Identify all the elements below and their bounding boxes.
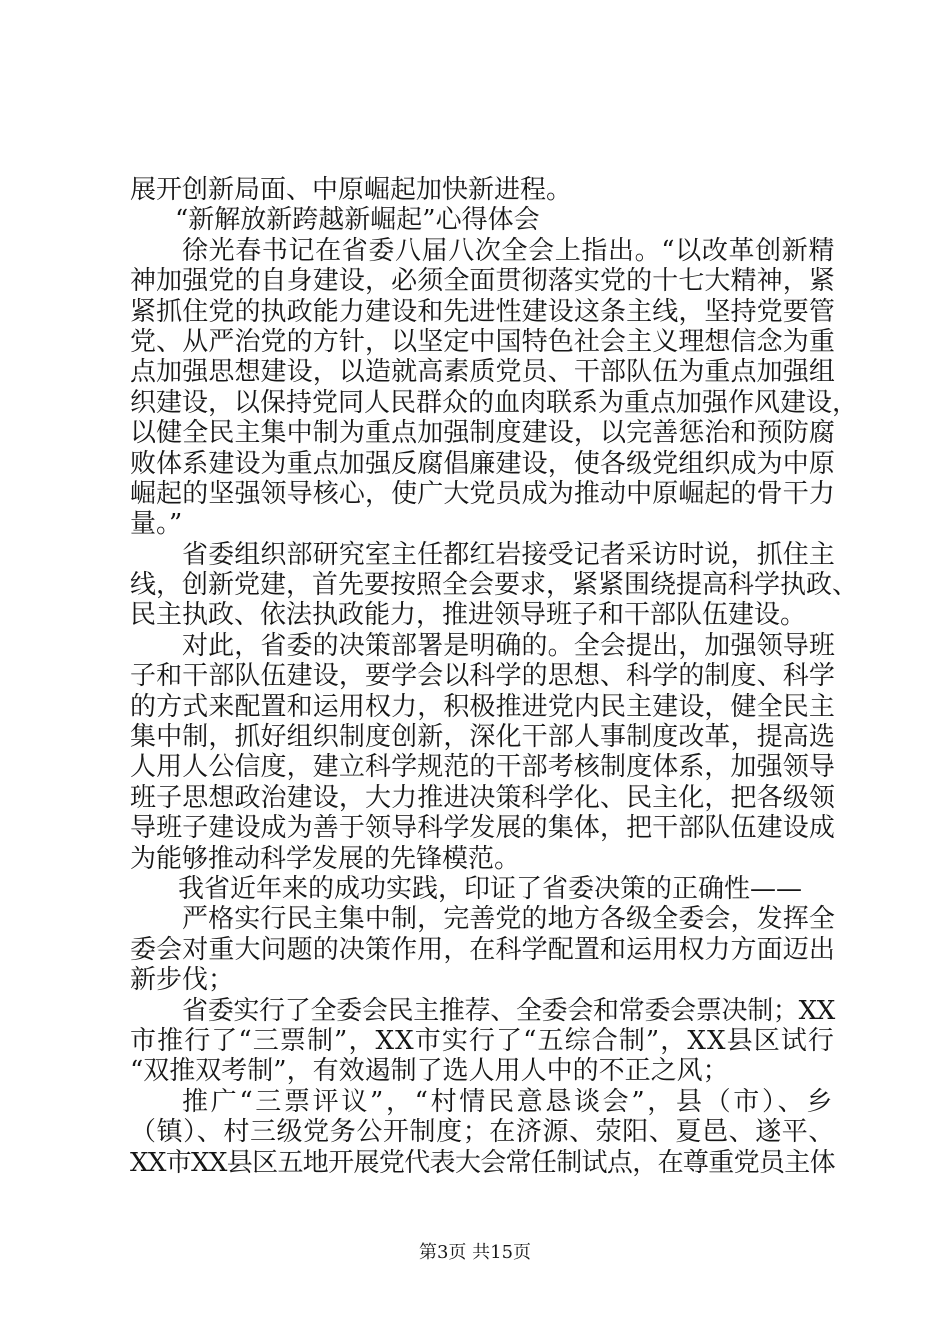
text-line: 我省近年来的成功实践，印证了省委决策的正确性—— xyxy=(178,873,803,904)
text-line: （镇）、村三级党务公开制度；在济源、荥阳、夏邑、遂平、 xyxy=(130,1117,835,1148)
text-line: 人用人公信度，建立科学规范的干部考核制度体系，加强领导 xyxy=(130,752,835,783)
text-line: 织建设，以保持党同人民群众的血肉联系为重点加强作风建设， xyxy=(130,387,859,418)
text-line: 以健全民主集中制为重点加强制度建设，以完善惩治和预防腐 xyxy=(130,418,835,449)
text-line: 点加强思想建设，以造就高素质党员、干部队伍为重点加强组 xyxy=(130,357,835,388)
text-line: 对此，省委的决策部署是明确的。全会提出，加强领导班 xyxy=(182,630,835,661)
text-line: 新步伐； xyxy=(130,965,235,996)
text-line: 败体系建设为重点加强反腐倡廉建设，使各级党组织成为中原 xyxy=(130,448,835,479)
text-line: 党、从严治党的方针，以坚定中国特色社会主义理想信念为重 xyxy=(130,326,835,357)
text-line: 为能够推动科学发展的先锋模范。 xyxy=(130,843,521,874)
text-line: XX市XX县区五地开展党代表大会常任制试点，在尊重党员主体 xyxy=(130,1147,835,1178)
text-line: 省委实行了全委会民主推荐、全委会和常委会票决制；XX xyxy=(182,995,835,1026)
text-line: 严格实行民主集中制，完善党的地方各级全委会，发挥全 xyxy=(182,904,835,935)
text-line: 导班子建设成为善于领导科学发展的集体，把干部队伍建设成 xyxy=(130,813,835,844)
text-line: 省委组织部研究室主任都红岩接受记者采访时说，抓住主 xyxy=(182,539,835,570)
text-line: 委会对重大问题的决策作用，在科学配置和运用权力方面迈出 xyxy=(130,934,835,965)
document-body xyxy=(130,175,859,1178)
text-line: 集中制，抓好组织制度创新，深化干部人事制度改革，提高选 xyxy=(130,722,835,753)
text-line: 神加强党的自身建设，必须全面贯彻落实党的十七大精神，紧 xyxy=(130,266,835,297)
text-line: 民主执政、依法执政能力，推进领导班子和干部队伍建设。 xyxy=(130,600,807,631)
text-line: 展开创新局面、中原崛起加快新进程。 xyxy=(130,175,573,205)
text-line: 的方式来配置和运用权力，积极推进党内民主建设，健全民主 xyxy=(130,691,835,722)
text-line: 推广“三票评议”，“村情民意恳谈会”，县（市）、乡 xyxy=(182,1086,835,1117)
text-line: 市推行了“三票制”，XX市实行了“五综合制”，XX县区试行 xyxy=(130,1025,835,1056)
text-line: 徐光春书记在省委八届八次全会上指出。“以改革创新精 xyxy=(182,235,835,266)
text-line: 紧抓住党的执政能力建设和先进性建设这条主线，坚持党要管 xyxy=(130,296,835,327)
page-footer: 第3页 共15页 xyxy=(418,1242,532,1263)
text-line: 子和干部队伍建设，要学会以科学的思想、科学的制度、科学 xyxy=(130,661,835,692)
essay-title: “新解放新跨越新崛起”心得体会 xyxy=(175,205,540,236)
text-line: 量。” xyxy=(130,509,183,540)
text-line: 崛起的坚强领导核心，使广大党员成为推动中原崛起的骨干力 xyxy=(130,478,835,509)
text-line: 班子思想政治建设，大力推进决策科学化、民主化，把各级领 xyxy=(130,782,835,813)
text-line: “双推双考制”，有效遏制了选人用人中的不正之风； xyxy=(130,1056,729,1087)
text-line: 线，创新党建，首先要按照全会要求，紧紧围绕提高科学执政、 xyxy=(130,570,859,601)
